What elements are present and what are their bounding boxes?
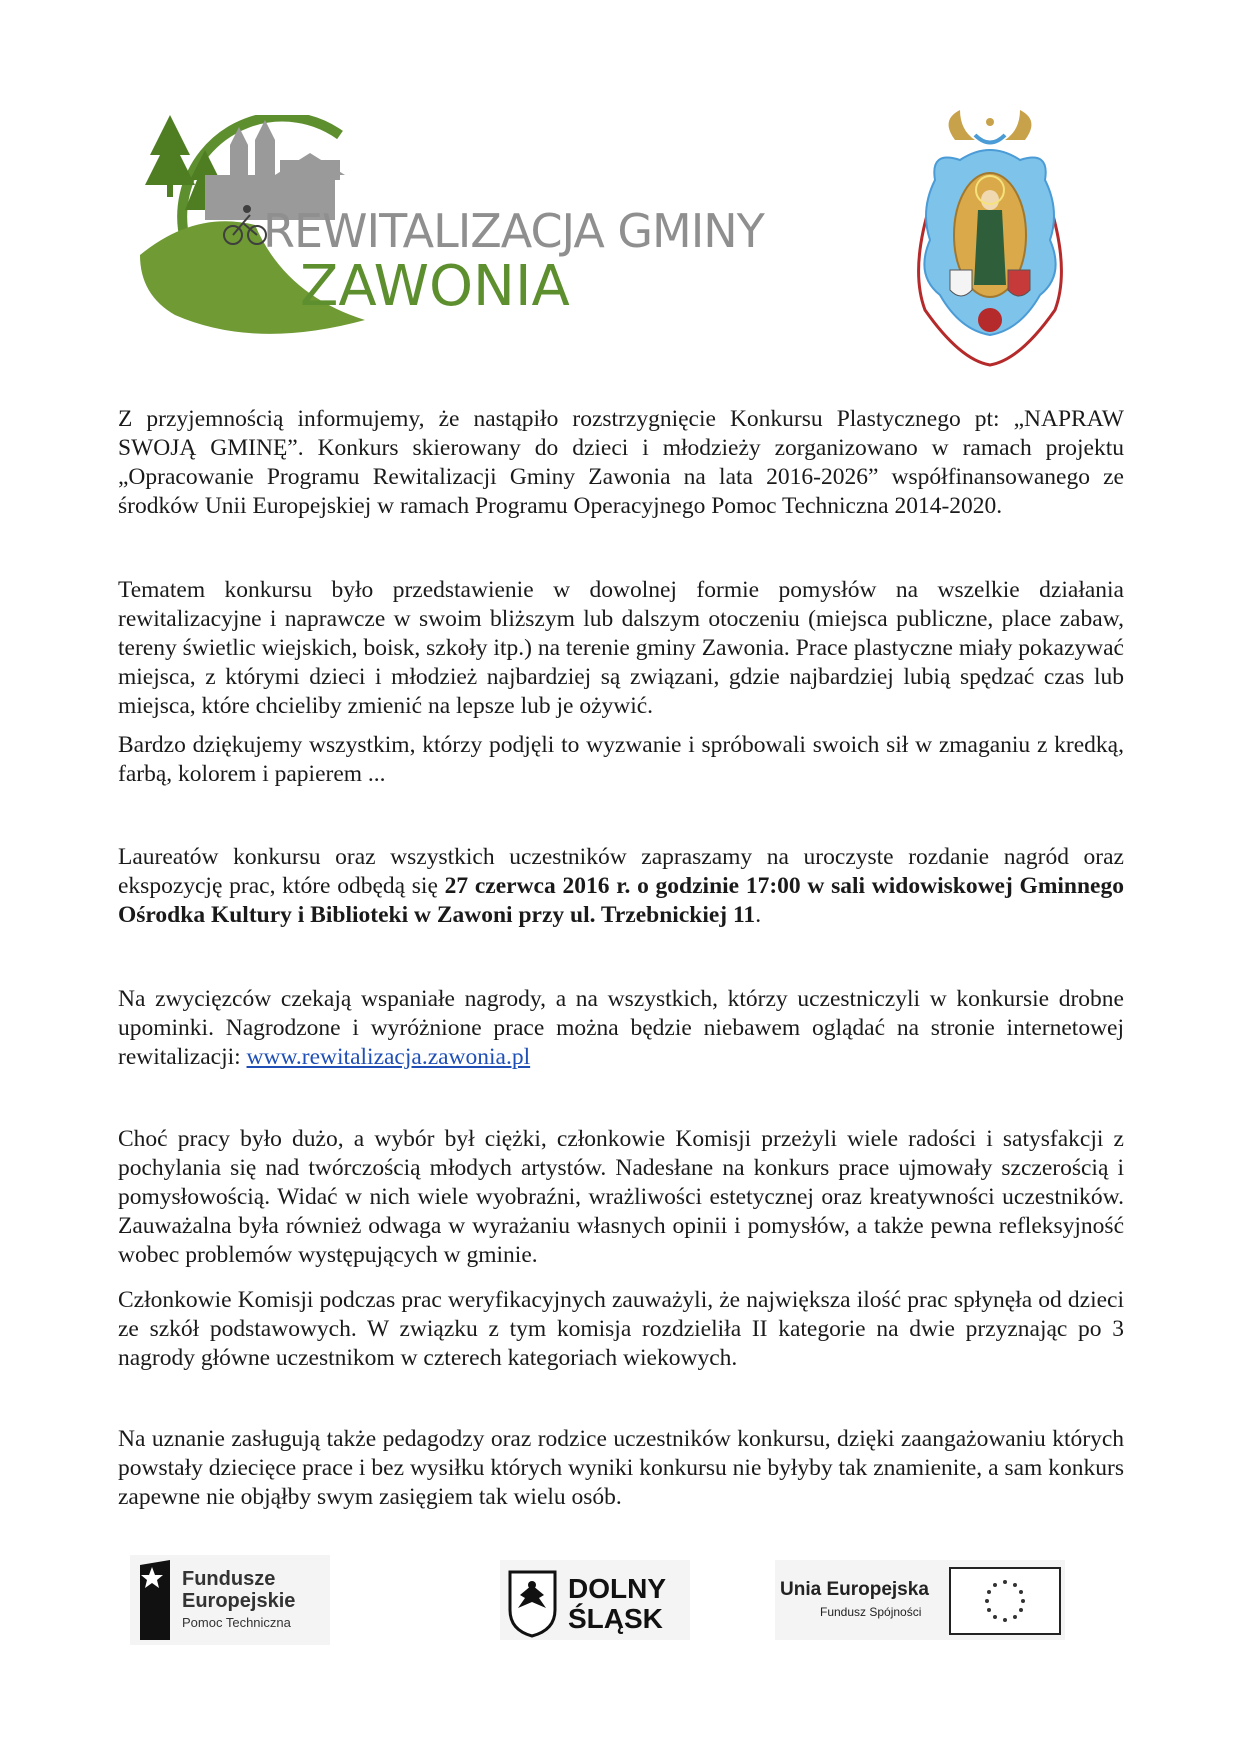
ue-line2: Fundusz Spójności xyxy=(820,1605,922,1619)
unia-europejska-logo xyxy=(775,1560,1065,1640)
commission-paragraph: Choć pracy było dużo, a wybór był ciężki, członkowie Komisji przeżyli wiele radości i satysfakcji z pochylania się nad twórczością młodych artystów. Nadesłane na konkurs prace ujmowały szczerością i pomysłowością. Widać w nich wiele wyobraźni, wrażliwości estetycznej oraz kreatywności uczestników. Zauważalna była również odwaga w wyrażaniu własnych opinii i pomysłów, a także pewna refleksyjność wobec problemów występujących w gminie. xyxy=(118,1126,1124,1268)
ue-line1: Unia Europejska xyxy=(780,1579,929,1600)
logo-title-line1: REWITALIZACJA GMINY xyxy=(263,204,764,258)
invitation-paragraph xyxy=(118,843,1124,930)
prizes-text: Na zwycięzców czekają wspaniałe nagrody, a na wszystkich, którzy uczestniczyli w konkursie drobne upominki. Nagrodzone i wyróżnione prace można będzie niebawem oglądać na stronie internetowej rewitalizacji: xyxy=(118,986,1124,1070)
acknowledgement-paragraph: Na uznanie zasługują także pedagodzy oraz rodzice uczestników konkursu, dzięki zaangażowaniu których powstały dziecięce prace i bez wysiłku których wyniki konkursu nie byłyby tak znamienite, a sam konkurs zapewne nie objąłby swym zasięgiem tak wielu osób. xyxy=(118,1426,1124,1510)
ds-line1: DOLNY xyxy=(568,1573,666,1604)
fe-line3: Pomoc Techniczna xyxy=(182,1615,291,1630)
logo-title-line2: ZAWONIA xyxy=(300,254,570,319)
fe-star-icon xyxy=(140,1560,170,1640)
event-details: 27 czerwca 2016 r. o godzinie 17:00 w sali widowiskowej Gminnego Ośrodka Kultury i Biblioteki w Zawoni przy ul. Trzebnickiej 11 xyxy=(118,873,1124,928)
thanks-paragraph: Bardzo dziękujemy wszystkim, którzy podjęli to wyzwanie i spróbowali swoich sił w zmaganiu z kredką, farbą, kolorem i papierem ... xyxy=(118,732,1124,787)
fundusze-europejskie-logo xyxy=(130,1555,330,1645)
coat-of-arms-icon xyxy=(900,110,1080,370)
eu-flag-icon xyxy=(950,1568,1060,1634)
eagle-shield-icon xyxy=(510,1572,555,1636)
fe-line2: Europejskie xyxy=(182,1590,296,1612)
prizes-paragraph xyxy=(118,985,1124,1072)
invitation-end: . xyxy=(755,902,762,928)
rewitalizacja-zawonia-logo xyxy=(135,115,770,355)
fe-line1: Fundusze xyxy=(182,1568,276,1590)
topic-paragraph: Tematem konkursu było przedstawienie w dowolnej formie pomysłów na wszelkie działania rewitalizacyjne i naprawcze w swoim bliższym lub dalszym otoczeniu (miejsca publiczne, place zabaw, tereny świetlic wiejskich, boisk, szkoły itp.) na terenie gminy Zawonia. Prace plastyczne miały pokazywać miejsca, z którymi dzieci i młodzież najbardziej są związani, gdzie najbardziej lubią spędzać czas lub miejsca, które chcieliby zmienić na lepsze lub je ożywić. xyxy=(118,577,1124,719)
website-link[interactable]: www.rewitalizacja.zawonia.pl xyxy=(246,1044,531,1070)
categories-paragraph: Członkowie Komisji podczas prac weryfikacyjnych zauważyli, że największa ilość prac spłynęła od dzieci ze szkół podstawowych. W związku z tym komisja rozdzieliła II kategorie na dwie przyznając po 3 nagrody główne uczestnikom w czterech kategoriach wiekowych. xyxy=(118,1287,1124,1371)
invitation-text: Laureatów konkursu oraz wszystkich uczestników zapraszamy na uroczyste rozdanie nagród oraz ekspozycję prac, które odbędą się xyxy=(118,844,1124,899)
intro-paragraph: Z przyjemnością informujemy, że nastąpiło rozstrzygnięcie Konkursu Plastycznego pt: „NAPRAW SWOJĄ GMINĘ”. Konkurs skierowany do dzieci i młodzieży zorganizowano w ramach projektu „Opracowanie Programu Rewitalizacji Gminy Zawonia na lata 2016-2026” współfinansowanego ze środków Unii Europejskiej w ramach Programu Operacyjnego Pomoc Techniczna 2014-2020. xyxy=(118,406,1124,519)
dolny-slask-logo xyxy=(500,1560,690,1640)
tree-icon xyxy=(145,115,195,185)
ds-line2: ŚLĄSK xyxy=(568,1603,663,1634)
